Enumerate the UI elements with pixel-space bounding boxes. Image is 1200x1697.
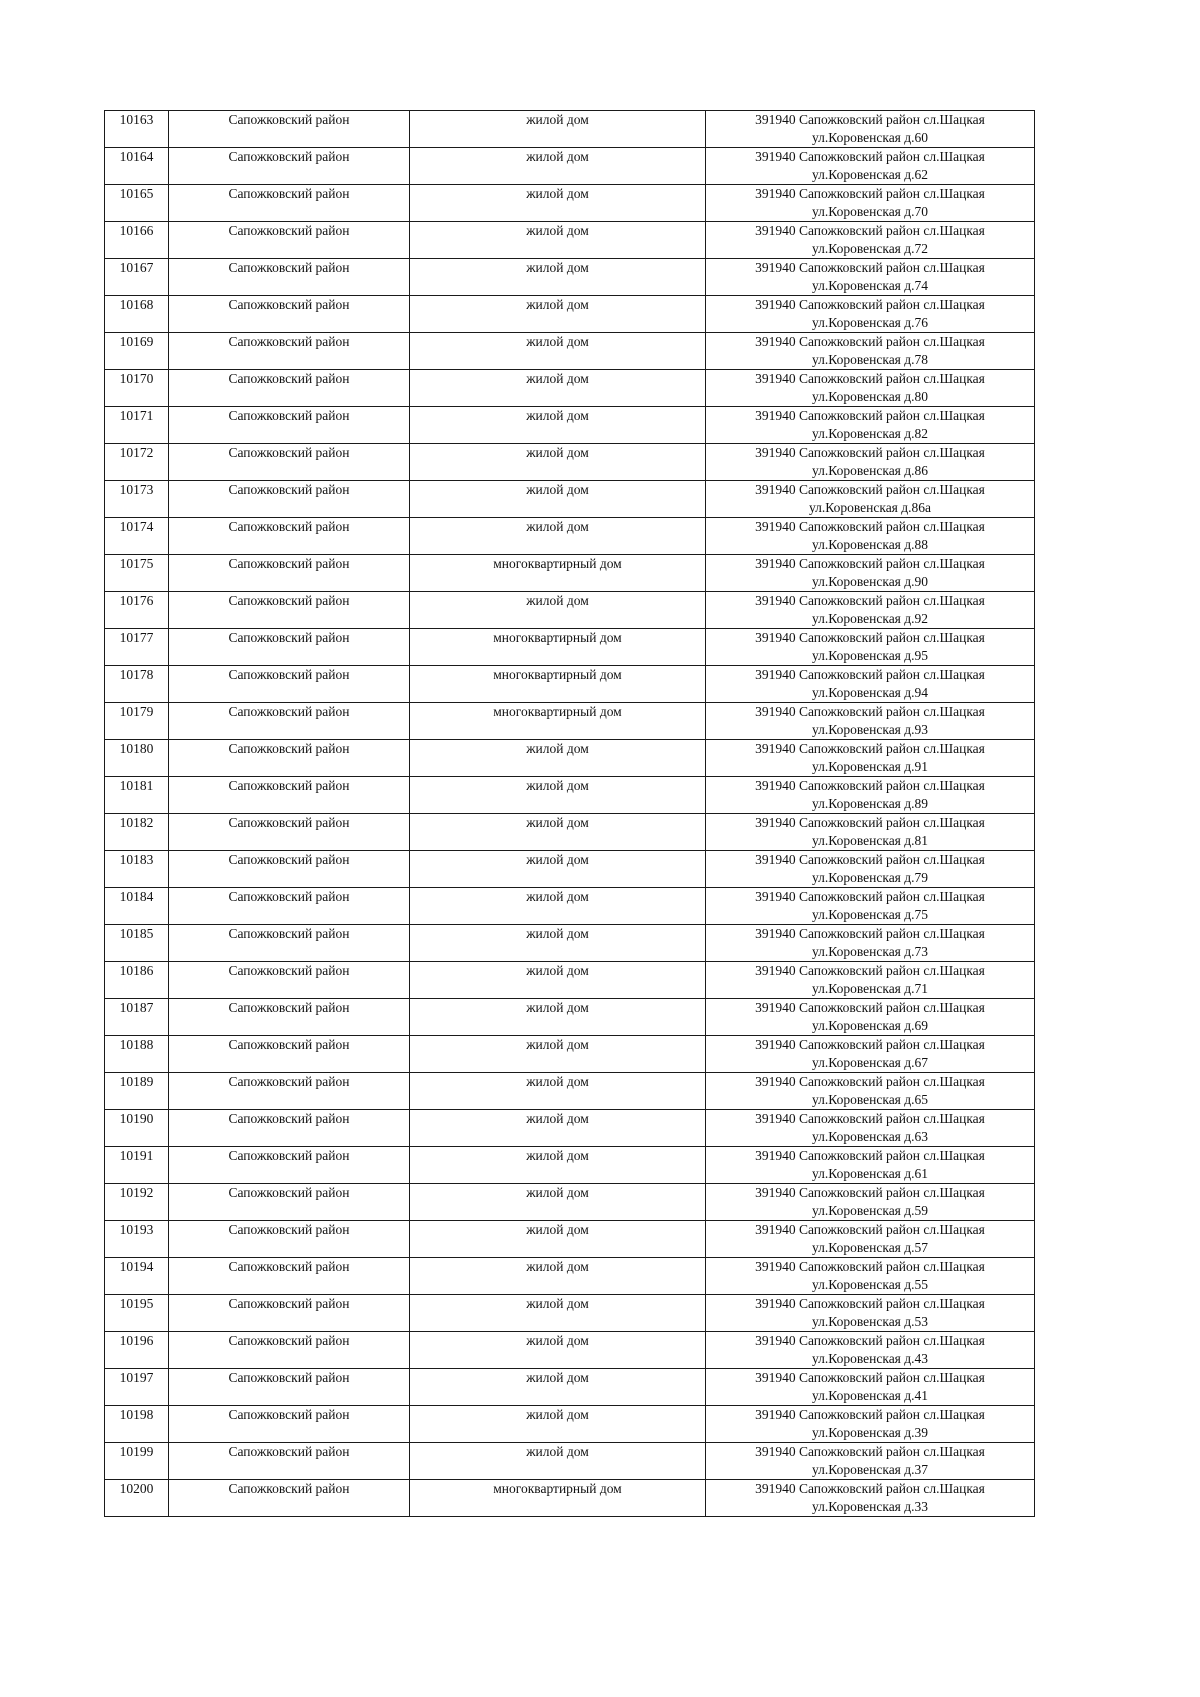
address-line-1: 391940 Сапожковский район сл.Шацкая (755, 334, 985, 349)
address-cell (706, 333, 1035, 370)
address-line-2: ул.Коровенская д.60 (811, 130, 929, 145)
building-type-cell: жилой дом (410, 1036, 706, 1073)
table-row (105, 222, 1035, 259)
address-cell (706, 1258, 1035, 1295)
table-row (105, 407, 1035, 444)
address-line-1: 391940 Сапожковский район сл.Шацкая (755, 1222, 985, 1237)
table-row (105, 185, 1035, 222)
address-line-1: 391940 Сапожковский район сл.Шацкая (755, 1370, 985, 1385)
table-row (105, 1036, 1035, 1073)
table-row (105, 518, 1035, 555)
region-cell: Сапожковский район (169, 592, 410, 629)
region-cell: Сапожковский район (169, 962, 410, 999)
address-line-2: ул.Коровенская д.90 (811, 574, 929, 589)
region-cell: Сапожковский район (169, 148, 410, 185)
row-number-cell: 10188 (105, 1036, 169, 1073)
address-cell (706, 111, 1035, 148)
building-type-cell: жилой дом (410, 1073, 706, 1110)
address-cell (706, 370, 1035, 407)
region-cell: Сапожковский район (169, 1184, 410, 1221)
address-line-2: ул.Коровенская д.59 (811, 1203, 929, 1218)
building-type-cell: жилой дом (410, 518, 706, 555)
address-line-2: ул.Коровенская д.71 (811, 981, 929, 996)
address-cell (706, 740, 1035, 777)
address-line-2: ул.Коровенская д.55 (811, 1277, 929, 1292)
building-type-cell: жилой дом (410, 962, 706, 999)
address-line-2: ул.Коровенская д.37 (811, 1462, 929, 1477)
address-line-1: 391940 Сапожковский район сл.Шацкая (755, 704, 985, 719)
region-cell: Сапожковский район (169, 777, 410, 814)
region-cell: Сапожковский район (169, 1110, 410, 1147)
address-cell (706, 518, 1035, 555)
address-line-2: ул.Коровенская д.69 (811, 1018, 929, 1033)
row-number-cell: 10185 (105, 925, 169, 962)
address-cell (706, 1073, 1035, 1110)
row-number-cell: 10196 (105, 1332, 169, 1369)
building-type-cell: многоквартирный дом (410, 1480, 706, 1517)
region-cell: Сапожковский район (169, 1258, 410, 1295)
address-line-2: ул.Коровенская д.86а (808, 500, 932, 515)
address-line-2: ул.Коровенская д.67 (811, 1055, 929, 1070)
address-line-2: ул.Коровенская д.89 (811, 796, 929, 811)
address-cell (706, 592, 1035, 629)
address-line-2: ул.Коровенская д.82 (811, 426, 929, 441)
row-number-cell: 10165 (105, 185, 169, 222)
address-line-1: 391940 Сапожковский район сл.Шацкая (755, 889, 985, 904)
region-cell: Сапожковский район (169, 1443, 410, 1480)
building-type-cell: жилой дом (410, 1184, 706, 1221)
address-cell (706, 1110, 1035, 1147)
table-row (105, 962, 1035, 999)
table-row (105, 1184, 1035, 1221)
address-cell (706, 1480, 1035, 1517)
row-number-cell: 10192 (105, 1184, 169, 1221)
building-type-cell: жилой дом (410, 814, 706, 851)
address-line-2: ул.Коровенская д.75 (811, 907, 929, 922)
address-line-2: ул.Коровенская д.78 (811, 352, 929, 367)
table-row (105, 740, 1035, 777)
address-line-1: 391940 Сапожковский район сл.Шацкая (755, 1333, 985, 1348)
region-cell: Сапожковский район (169, 1369, 410, 1406)
address-cell (706, 555, 1035, 592)
table-row (105, 703, 1035, 740)
region-cell: Сапожковский район (169, 851, 410, 888)
address-cell (706, 666, 1035, 703)
region-cell: Сапожковский район (169, 1406, 410, 1443)
address-cell (706, 444, 1035, 481)
address-line-2: ул.Коровенская д.33 (811, 1499, 929, 1514)
address-cell (706, 1369, 1035, 1406)
address-cell (706, 888, 1035, 925)
building-type-cell: жилой дом (410, 1406, 706, 1443)
row-number-cell: 10194 (105, 1258, 169, 1295)
address-line-2: ул.Коровенская д.79 (811, 870, 929, 885)
building-type-cell: жилой дом (410, 111, 706, 148)
address-line-1: 391940 Сапожковский район сл.Шацкая (755, 852, 985, 867)
address-line-1: 391940 Сапожковский район сл.Шацкая (755, 445, 985, 460)
address-line-2: ул.Коровенская д.73 (811, 944, 929, 959)
address-line-1: 391940 Сапожковский район сл.Шацкая (755, 408, 985, 423)
address-line-1: 391940 Сапожковский район сл.Шацкая (755, 815, 985, 830)
table-row (105, 1406, 1035, 1443)
building-type-cell: жилой дом (410, 185, 706, 222)
address-cell (706, 1443, 1035, 1480)
address-cell (706, 925, 1035, 962)
address-line-1: 391940 Сапожковский район сл.Шацкая (755, 1481, 985, 1496)
address-cell (706, 407, 1035, 444)
address-cell (706, 1221, 1035, 1258)
building-type-cell: многоквартирный дом (410, 703, 706, 740)
table-row (105, 1332, 1035, 1369)
building-type-cell: жилой дом (410, 1295, 706, 1332)
address-line-2: ул.Коровенская д.65 (811, 1092, 929, 1107)
address-cell (706, 777, 1035, 814)
table-row (105, 592, 1035, 629)
address-cell (706, 1036, 1035, 1073)
row-number-cell: 10200 (105, 1480, 169, 1517)
building-type-cell: жилой дом (410, 1369, 706, 1406)
region-cell: Сапожковский район (169, 555, 410, 592)
table-row (105, 999, 1035, 1036)
region-cell: Сапожковский район (169, 481, 410, 518)
building-type-cell: жилой дом (410, 851, 706, 888)
table-row (105, 481, 1035, 518)
region-cell: Сапожковский район (169, 1332, 410, 1369)
address-line-1: 391940 Сапожковский район сл.Шацкая (755, 593, 985, 608)
row-number-cell: 10174 (105, 518, 169, 555)
address-line-2: ул.Коровенская д.62 (811, 167, 929, 182)
region-cell: Сапожковский район (169, 1295, 410, 1332)
table-row (105, 1295, 1035, 1332)
address-line-2: ул.Коровенская д.41 (811, 1388, 929, 1403)
address-line-1: 391940 Сапожковский район сл.Шацкая (755, 1407, 985, 1422)
address-line-1: 391940 Сапожковский район сл.Шацкая (755, 149, 985, 164)
address-cell (706, 962, 1035, 999)
table-row (105, 1221, 1035, 1258)
row-number-cell: 10169 (105, 333, 169, 370)
table-row (105, 666, 1035, 703)
region-cell: Сапожковский район (169, 1036, 410, 1073)
address-line-1: 391940 Сапожковский район сл.Шацкая (755, 963, 985, 978)
address-line-2: ул.Коровенская д.63 (811, 1129, 929, 1144)
building-type-cell: жилой дом (410, 333, 706, 370)
table-row (105, 148, 1035, 185)
address-line-2: ул.Коровенская д.95 (811, 648, 929, 663)
region-cell: Сапожковский район (169, 740, 410, 777)
row-number-cell: 10164 (105, 148, 169, 185)
address-line-1: 391940 Сапожковский район сл.Шацкая (755, 1185, 985, 1200)
address-line-1: 391940 Сапожковский район сл.Шацкая (755, 112, 985, 127)
region-cell: Сапожковский район (169, 666, 410, 703)
table-row (105, 925, 1035, 962)
address-line-1: 391940 Сапожковский район сл.Шацкая (755, 1074, 985, 1089)
table-row (105, 1480, 1035, 1517)
table-row (105, 1443, 1035, 1480)
address-line-2: ул.Коровенская д.72 (811, 241, 929, 256)
address-line-2: ул.Коровенская д.57 (811, 1240, 929, 1255)
region-cell: Сапожковский район (169, 888, 410, 925)
building-type-cell: жилой дом (410, 1332, 706, 1369)
address-cell (706, 1184, 1035, 1221)
address-line-2: ул.Коровенская д.43 (811, 1351, 929, 1366)
building-type-cell: многоквартирный дом (410, 629, 706, 666)
row-number-cell: 10181 (105, 777, 169, 814)
row-number-cell: 10198 (105, 1406, 169, 1443)
address-cell (706, 296, 1035, 333)
table-row (105, 259, 1035, 296)
region-cell: Сапожковский район (169, 1480, 410, 1517)
address-line-2: ул.Коровенская д.70 (811, 204, 929, 219)
address-line-1: 391940 Сапожковский район сл.Шацкая (755, 260, 985, 275)
address-line-1: 391940 Сапожковский район сл.Шацкая (755, 482, 985, 497)
row-number-cell: 10180 (105, 740, 169, 777)
row-number-cell: 10166 (105, 222, 169, 259)
address-line-1: 391940 Сапожковский район сл.Шацкая (755, 371, 985, 386)
address-line-1: 391940 Сапожковский район сл.Шацкая (755, 1037, 985, 1052)
address-line-1: 391940 Сапожковский район сл.Шацкая (755, 519, 985, 534)
table-row (105, 111, 1035, 148)
table-row (105, 1147, 1035, 1184)
table-row (105, 629, 1035, 666)
building-type-cell: жилой дом (410, 925, 706, 962)
building-type-cell: жилой дом (410, 444, 706, 481)
address-line-2: ул.Коровенская д.81 (811, 833, 929, 848)
address-line-1: 391940 Сапожковский район сл.Шацкая (755, 630, 985, 645)
table-row (105, 444, 1035, 481)
region-cell: Сапожковский район (169, 1221, 410, 1258)
region-cell: Сапожковский район (169, 999, 410, 1036)
row-number-cell: 10187 (105, 999, 169, 1036)
building-type-cell: жилой дом (410, 740, 706, 777)
address-line-2: ул.Коровенская д.76 (811, 315, 929, 330)
address-line-2: ул.Коровенская д.39 (811, 1425, 929, 1440)
address-cell (706, 1406, 1035, 1443)
table-row (105, 1369, 1035, 1406)
row-number-cell: 10172 (105, 444, 169, 481)
building-type-cell: жилой дом (410, 999, 706, 1036)
region-cell: Сапожковский район (169, 518, 410, 555)
building-type-cell: жилой дом (410, 481, 706, 518)
table-row (105, 1258, 1035, 1295)
region-cell: Сапожковский район (169, 185, 410, 222)
row-number-cell: 10190 (105, 1110, 169, 1147)
address-line-2: ул.Коровенская д.74 (811, 278, 929, 293)
address-line-2: ул.Коровенская д.80 (811, 389, 929, 404)
building-type-cell: жилой дом (410, 1443, 706, 1480)
building-type-cell: жилой дом (410, 259, 706, 296)
address-line-2: ул.Коровенская д.88 (811, 537, 929, 552)
address-line-1: 391940 Сапожковский район сл.Шацкая (755, 556, 985, 571)
region-cell: Сапожковский район (169, 703, 410, 740)
address-cell (706, 703, 1035, 740)
building-type-cell: многоквартирный дом (410, 555, 706, 592)
building-type-cell: жилой дом (410, 1221, 706, 1258)
address-line-1: 391940 Сапожковский район сл.Шацкая (755, 1148, 985, 1163)
building-type-cell: жилой дом (410, 370, 706, 407)
address-cell (706, 1332, 1035, 1369)
row-number-cell: 10163 (105, 111, 169, 148)
row-number-cell: 10171 (105, 407, 169, 444)
address-line-1: 391940 Сапожковский район сл.Шацкая (755, 297, 985, 312)
row-number-cell: 10175 (105, 555, 169, 592)
address-line-2: ул.Коровенская д.91 (811, 759, 929, 774)
building-type-cell: жилой дом (410, 1110, 706, 1147)
row-number-cell: 10176 (105, 592, 169, 629)
building-type-cell: жилой дом (410, 148, 706, 185)
row-number-cell: 10183 (105, 851, 169, 888)
region-cell: Сапожковский район (169, 925, 410, 962)
address-line-1: 391940 Сапожковский район сл.Шацкая (755, 667, 985, 682)
address-line-2: ул.Коровенская д.92 (811, 611, 929, 626)
building-type-cell: жилой дом (410, 1147, 706, 1184)
buildings-table (104, 110, 1035, 1517)
region-cell: Сапожковский район (169, 444, 410, 481)
row-number-cell: 10197 (105, 1369, 169, 1406)
table-row (105, 888, 1035, 925)
table-row (105, 1110, 1035, 1147)
row-number-cell: 10199 (105, 1443, 169, 1480)
address-line-2: ул.Коровенская д.61 (811, 1166, 929, 1181)
region-cell: Сапожковский район (169, 296, 410, 333)
address-cell (706, 629, 1035, 666)
row-number-cell: 10170 (105, 370, 169, 407)
building-type-cell: жилой дом (410, 777, 706, 814)
region-cell: Сапожковский район (169, 259, 410, 296)
address-line-2: ул.Коровенская д.93 (811, 722, 929, 737)
table-row (105, 777, 1035, 814)
table-row (105, 1073, 1035, 1110)
address-line-1: 391940 Сапожковский район сл.Шацкая (755, 223, 985, 238)
address-line-1: 391940 Сапожковский район сл.Шацкая (755, 778, 985, 793)
region-cell: Сапожковский район (169, 629, 410, 666)
address-cell (706, 148, 1035, 185)
row-number-cell: 10193 (105, 1221, 169, 1258)
address-cell (706, 259, 1035, 296)
row-number-cell: 10184 (105, 888, 169, 925)
row-number-cell: 10168 (105, 296, 169, 333)
row-number-cell: 10186 (105, 962, 169, 999)
row-number-cell: 10182 (105, 814, 169, 851)
row-number-cell: 10177 (105, 629, 169, 666)
row-number-cell: 10178 (105, 666, 169, 703)
address-line-1: 391940 Сапожковский район сл.Шацкая (755, 1259, 985, 1274)
table-row (105, 333, 1035, 370)
row-number-cell: 10179 (105, 703, 169, 740)
address-cell (706, 1295, 1035, 1332)
row-number-cell: 10167 (105, 259, 169, 296)
building-type-cell: многоквартирный дом (410, 666, 706, 703)
table-row (105, 851, 1035, 888)
address-line-2: ул.Коровенская д.86 (811, 463, 929, 478)
address-line-1: 391940 Сапожковский район сл.Шацкая (755, 1111, 985, 1126)
address-line-2: ул.Коровенская д.53 (811, 1314, 929, 1329)
region-cell: Сапожковский район (169, 1073, 410, 1110)
row-number-cell: 10195 (105, 1295, 169, 1332)
address-cell (706, 851, 1035, 888)
address-line-1: 391940 Сапожковский район сл.Шацкая (755, 1000, 985, 1015)
table-row (105, 555, 1035, 592)
building-type-cell: жилой дом (410, 407, 706, 444)
building-type-cell: жилой дом (410, 296, 706, 333)
region-cell: Сапожковский район (169, 111, 410, 148)
building-type-cell: жилой дом (410, 222, 706, 259)
address-cell (706, 814, 1035, 851)
building-type-cell: жилой дом (410, 592, 706, 629)
address-line-1: 391940 Сапожковский район сл.Шацкая (755, 741, 985, 756)
region-cell: Сапожковский район (169, 333, 410, 370)
address-line-2: ул.Коровенская д.94 (811, 685, 929, 700)
region-cell: Сапожковский район (169, 222, 410, 259)
address-line-1: 391940 Сапожковский район сл.Шацкая (755, 1296, 985, 1311)
table-body (105, 111, 1035, 1517)
address-cell (706, 222, 1035, 259)
address-cell (706, 481, 1035, 518)
address-line-1: 391940 Сапожковский район сл.Шацкая (755, 926, 985, 941)
region-cell: Сапожковский район (169, 407, 410, 444)
building-type-cell: жилой дом (410, 888, 706, 925)
row-number-cell: 10189 (105, 1073, 169, 1110)
row-number-cell: 10191 (105, 1147, 169, 1184)
region-cell: Сапожковский район (169, 814, 410, 851)
address-cell (706, 185, 1035, 222)
region-cell: Сапожковский район (169, 370, 410, 407)
table-row (105, 296, 1035, 333)
address-cell (706, 1147, 1035, 1184)
building-type-cell: жилой дом (410, 1258, 706, 1295)
table-row (105, 370, 1035, 407)
row-number-cell: 10173 (105, 481, 169, 518)
address-line-1: 391940 Сапожковский район сл.Шацкая (755, 1444, 985, 1459)
address-line-1: 391940 Сапожковский район сл.Шацкая (755, 186, 985, 201)
table-row (105, 814, 1035, 851)
region-cell: Сапожковский район (169, 1147, 410, 1184)
address-cell (706, 999, 1035, 1036)
